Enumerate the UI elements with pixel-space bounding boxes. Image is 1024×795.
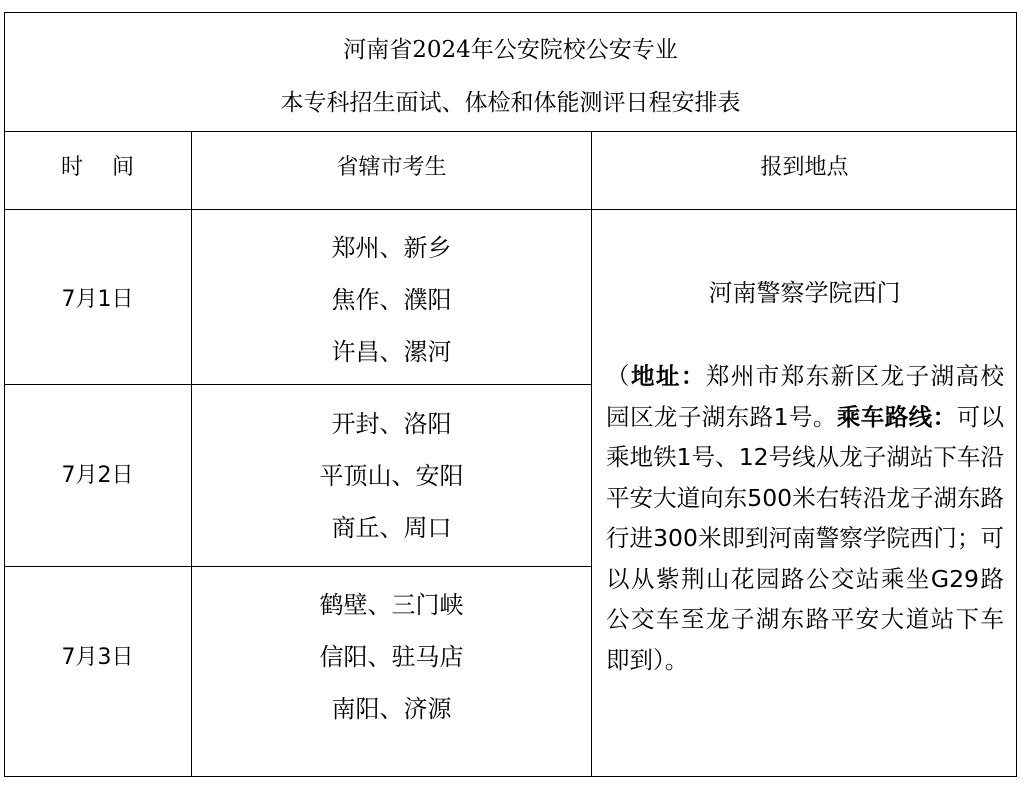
- row-date: 7月3日: [61, 645, 134, 670]
- header-time: 时 间: [61, 155, 134, 180]
- row-city-line: 南阳、济源: [331, 695, 452, 723]
- header-city: 省辖市考生: [336, 155, 447, 180]
- table-title-line1: 河南省2024年公安院校公安专业: [343, 37, 678, 63]
- row1-divider: [4, 384, 592, 385]
- location-address: [606, 356, 1004, 680]
- row-city-line: 焦作、濮阳: [331, 286, 452, 314]
- header-divider: [4, 209, 1017, 210]
- row-city-line: 商丘、周口: [331, 514, 452, 542]
- row-date: 7月2日: [61, 463, 134, 488]
- location-name: 河南警察学院西门: [708, 279, 901, 307]
- header-location: 报到地点: [760, 155, 849, 180]
- row2-divider: [4, 566, 592, 567]
- open-paren: （: [606, 362, 631, 390]
- address-text: 郑州市郑东新区龙子湖高校园区龙子湖东路1号。: [606, 362, 1005, 431]
- row-city-line: 郑州、新乡: [331, 234, 452, 262]
- row-date: 7月1日: [61, 287, 134, 312]
- row-city-line: 平顶山、安阳: [319, 462, 464, 490]
- row-city-line: 信阳、驻马店: [319, 643, 464, 671]
- row-city-line: 许昌、漯河: [331, 338, 452, 366]
- route-label: 乘车路线：: [836, 402, 957, 431]
- route-text: 可以乘地铁1号、12号线从龙子湖站下车沿平安大道向东500米右转沿龙子湖东路行进300米即到河南警察学院西门；可以从紫荆山花园路公交站乘坐G29路公交车至龙子湖东路平安大道站下车即到）。: [606, 402, 1005, 674]
- address-label: 地址：: [630, 362, 706, 390]
- column-divider-2: [591, 131, 592, 777]
- row-city-line: 鹤壁、三门峡: [319, 591, 464, 619]
- table-title-line2: 本专科招生面试、体检和体能测评日程安排表: [280, 90, 741, 116]
- title-divider: [4, 131, 1017, 132]
- row-city-line: 开封、洛阳: [331, 410, 452, 438]
